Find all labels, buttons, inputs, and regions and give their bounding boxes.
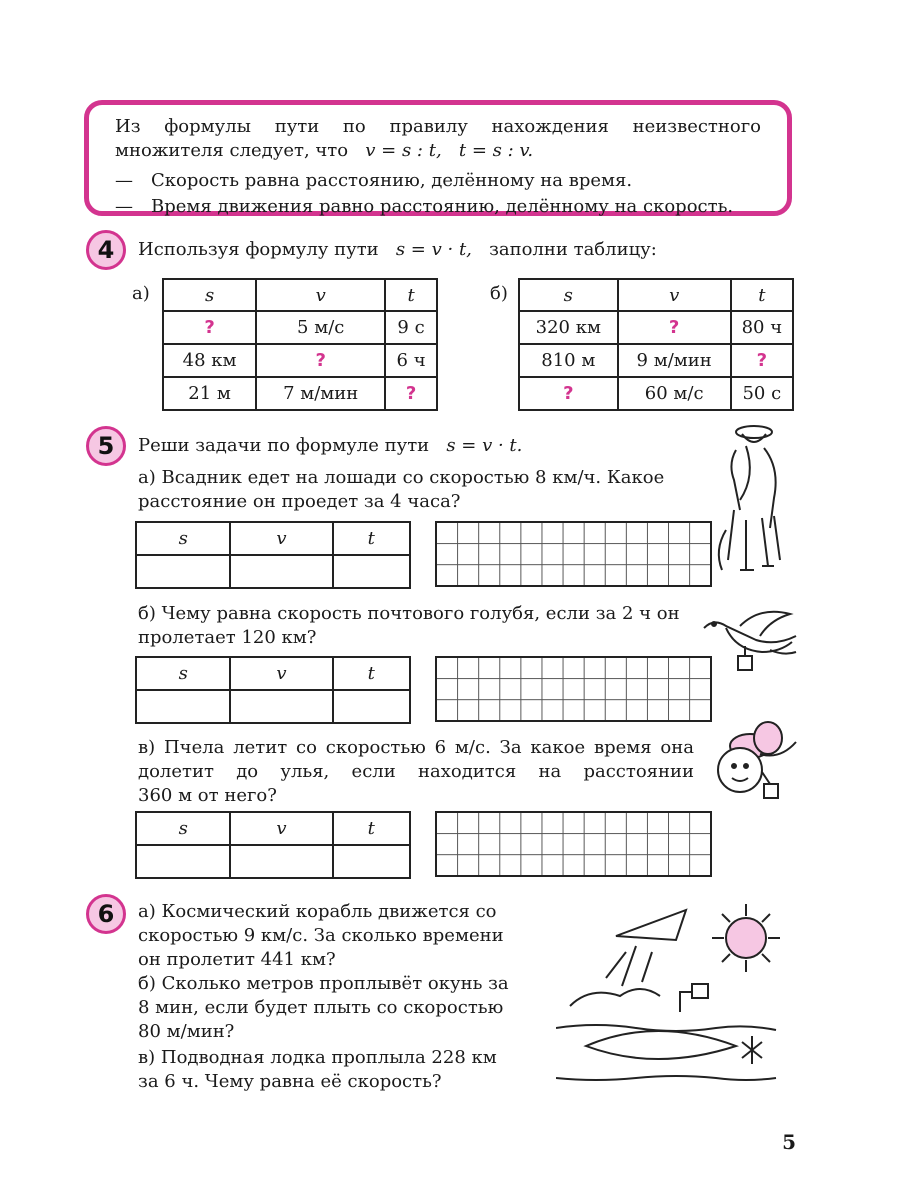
cell[interactable]: ? (385, 377, 437, 410)
formula-t: t = s : v. (458, 140, 534, 161)
cell[interactable]: ? (519, 377, 618, 410)
cell: 9 с (385, 311, 437, 344)
rocket-sun-submarine-illustration (556, 896, 788, 1092)
header-s: s (163, 279, 256, 311)
rule-item-1: — Скорость равна расстоянию, делённому на время. (115, 170, 633, 191)
header-s: s (136, 657, 230, 690)
task-5a-text: а) Всадник едет на лошади со скоростью 8 км/ч. Какое расстояние он проедет за 4 часа? (138, 467, 665, 512)
task-5b-table (135, 656, 411, 724)
cell: 5 м/с (256, 311, 385, 344)
task-5c-grid[interactable] (435, 811, 712, 877)
header-t: t (731, 279, 793, 311)
header-v: v (230, 522, 332, 555)
cell: 320 км (519, 311, 618, 344)
formula-v: v = s : t, (365, 140, 442, 161)
header-t: t (333, 522, 410, 555)
task-6b-text: б) Сколько метров проплывёт окунь за 8 мин, если будет плыть со скоростью 80 м/мин? (138, 973, 509, 1042)
table-b (518, 278, 794, 411)
cell: 810 м (519, 344, 618, 377)
rule-line1: Из формулы пути по правилу нахождения неизвестного (115, 116, 761, 137)
cell: 80 ч (731, 311, 793, 344)
pigeon-illustration (700, 606, 800, 682)
task-4-badge: 4 (86, 230, 126, 270)
cell[interactable]: ? (256, 344, 385, 377)
task-5c-text: в) Пчела летит со скоростью 6 м/с. За какое время она долетит до улья, если находится на расстоянии 360 м от него? (138, 737, 694, 806)
header-s: s (136, 522, 230, 555)
task-5-text: Реши задачи по формуле пути s = v · t. (138, 435, 523, 456)
header-v: v (618, 279, 731, 311)
cell: 9 м/мин (618, 344, 731, 377)
answer-cell-t[interactable] (333, 555, 410, 588)
rule-line2: множителя следует, что v = s : t, t = s : v. (115, 140, 534, 161)
task-5a-grid[interactable] (435, 521, 712, 587)
bee-illustration (710, 712, 806, 812)
header-t: t (385, 279, 437, 311)
answer-cell-v[interactable] (230, 555, 332, 588)
task-6-badge: 6 (86, 894, 126, 934)
task-5-badge: 5 (86, 426, 126, 466)
task-5b-text: б) Чему равна скорость почтового голубя, если за 2 ч он пролетает 120 км? (138, 603, 680, 648)
cell: 7 м/мин (256, 377, 385, 410)
cell[interactable]: ? (618, 311, 731, 344)
task-6c-text: в) Подводная лодка проплыла 228 км за 6 ч. Чему равна её скорость? (138, 1047, 497, 1092)
cell: 21 м (163, 377, 256, 410)
answer-cell-v[interactable] (230, 845, 332, 878)
answer-cell-t[interactable] (333, 845, 410, 878)
cell: 6 ч (385, 344, 437, 377)
header-v: v (230, 812, 332, 845)
header-v: v (256, 279, 385, 311)
table-a (162, 278, 438, 411)
cell: 50 с (731, 377, 793, 410)
header-s: s (519, 279, 618, 311)
cell[interactable]: ? (731, 344, 793, 377)
answer-cell-s[interactable] (136, 555, 230, 588)
rule-item-2: — Время движения равно расстоянию, делённому на скорость. (115, 196, 734, 217)
header-t: t (333, 812, 410, 845)
header-v: v (230, 657, 332, 690)
cell: 60 м/с (618, 377, 731, 410)
task-4-text: Используя формулу пути s = v · t, заполни таблицу: (138, 239, 657, 260)
header-s: s (136, 812, 230, 845)
answer-cell-t[interactable] (333, 690, 410, 723)
cell[interactable]: ? (163, 311, 256, 344)
table-a-label: а) (132, 283, 150, 304)
table-b-label: б) (490, 283, 508, 304)
rider-on-horse-illustration (706, 420, 796, 590)
answer-cell-v[interactable] (230, 690, 332, 723)
task-5c-table (135, 811, 411, 879)
page-number: 5 (782, 1130, 796, 1154)
answer-cell-s[interactable] (136, 690, 230, 723)
answer-cell-s[interactable] (136, 845, 230, 878)
rule-box (84, 100, 792, 216)
task-6a-text: а) Космический корабль движется со скоростью 9 км/с. За сколько времени он пролетит 441 км? (138, 901, 504, 970)
task-5b-grid[interactable] (435, 656, 712, 722)
cell: 48 км (163, 344, 256, 377)
header-t: t (333, 657, 410, 690)
task-5a-table (135, 521, 411, 589)
